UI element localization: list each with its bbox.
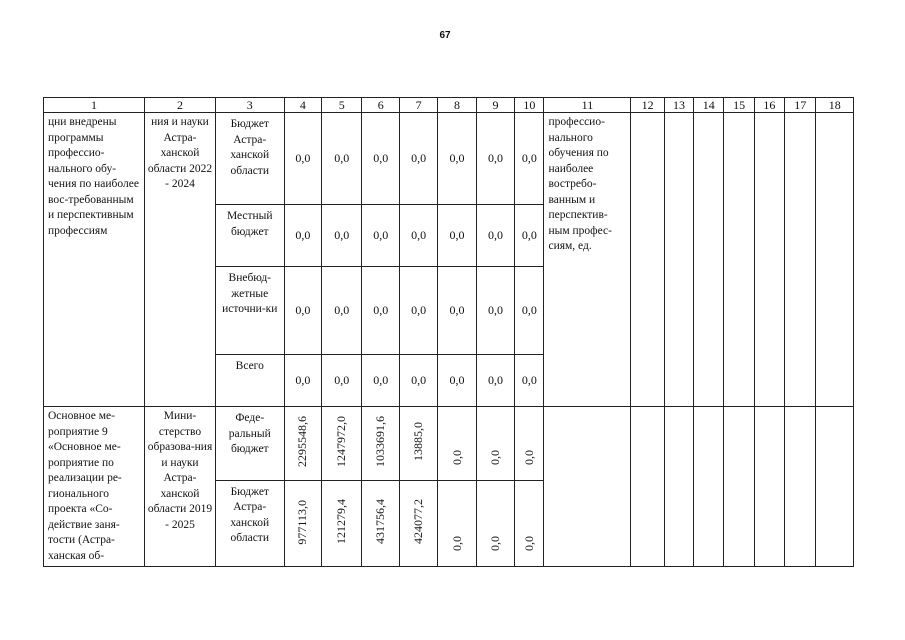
header-cell: 17	[785, 98, 816, 113]
value-cell	[362, 480, 399, 566]
empty-cell	[544, 407, 631, 567]
value-cell	[284, 407, 321, 481]
table-row	[44, 407, 854, 481]
value-text: 1033691,6	[373, 416, 388, 468]
funding-source: Местный бюджет	[215, 205, 284, 267]
value-cell	[362, 407, 399, 481]
value-text: 0,0	[521, 536, 536, 551]
value-text: 431756,4	[373, 499, 388, 545]
value-cell: 0,0	[399, 113, 437, 205]
value-cell	[438, 480, 476, 566]
value-cell: 0,0	[438, 355, 476, 407]
value-cell	[399, 480, 437, 566]
value-cell: 0,0	[476, 267, 514, 355]
value-text: 1247972,0	[334, 416, 349, 468]
table-row	[44, 113, 854, 205]
header-cell: 3	[215, 98, 284, 113]
value-cell: 0,0	[362, 355, 399, 407]
page-number: 67	[439, 30, 451, 41]
empty-cell	[754, 407, 784, 567]
value-cell: 0,0	[399, 267, 437, 355]
value-cell: 0,0	[515, 267, 544, 355]
empty-cell	[631, 113, 664, 407]
header-cell: 14	[694, 98, 724, 113]
empty-cell	[724, 407, 754, 567]
funding-source: Внебюд-жетные источни-ки	[215, 267, 284, 355]
empty-cell	[785, 407, 816, 567]
value-cell: 0,0	[476, 205, 514, 267]
funding-source: Всего	[215, 355, 284, 407]
header-cell: 4	[284, 98, 321, 113]
header-row	[44, 98, 854, 113]
funding-table	[43, 97, 854, 567]
value-text: 0,0	[449, 449, 464, 465]
event-description: Основное ме-роприятие 9 «Основное ме-роприятие по реализации ре-гионального проекта «Со-действие заня-тости (Астра-ханская об-	[44, 407, 145, 567]
header-cell: 7	[399, 98, 437, 113]
value-cell: 0,0	[362, 205, 399, 267]
value-cell	[476, 407, 514, 481]
header-cell: 9	[476, 98, 514, 113]
header-cell: 18	[816, 98, 854, 113]
empty-cell	[724, 113, 754, 407]
header-cell: 5	[322, 98, 362, 113]
value-cell	[399, 407, 437, 481]
header-cell: 1	[44, 98, 145, 113]
empty-cell	[631, 407, 664, 567]
value-cell: 0,0	[438, 113, 476, 205]
responsible-executor: ния и науки Астра-ханской области 2022 - 2024	[145, 113, 216, 407]
value-cell: 0,0	[362, 267, 399, 355]
empty-cell	[694, 407, 724, 567]
empty-cell	[664, 113, 693, 407]
value-cell: 0,0	[399, 205, 437, 267]
value-text: 0,0	[487, 449, 502, 465]
empty-cell	[816, 113, 854, 407]
value-cell	[438, 407, 476, 481]
header-cell: 11	[544, 98, 631, 113]
value-text: 2295548,6	[295, 416, 310, 468]
value-cell: 0,0	[284, 355, 321, 407]
value-cell: 0,0	[476, 113, 514, 205]
value-text: 13885,0	[411, 422, 426, 462]
header-cell: 12	[631, 98, 664, 113]
empty-cell	[694, 113, 724, 407]
value-cell: 0,0	[284, 267, 321, 355]
value-cell: 0,0	[438, 267, 476, 355]
value-cell: 0,0	[362, 113, 399, 205]
funding-source: Бюджет Астра-ханской области	[215, 480, 284, 566]
value-cell	[322, 480, 362, 566]
value-cell	[476, 480, 514, 566]
value-cell	[284, 480, 321, 566]
value-cell: 0,0	[322, 113, 362, 205]
header-cell: 2	[145, 98, 216, 113]
empty-cell	[754, 113, 784, 407]
header-cell: 16	[754, 98, 784, 113]
funding-source: Бюджет Астра-ханской области	[215, 113, 284, 205]
value-cell: 0,0	[515, 355, 544, 407]
header-cell: 6	[362, 98, 399, 113]
value-cell: 0,0	[438, 205, 476, 267]
value-cell: 0,0	[399, 355, 437, 407]
header-cell: 10	[515, 98, 544, 113]
value-text: 0,0	[521, 449, 536, 465]
value-cell: 0,0	[515, 205, 544, 267]
value-text: 121279,4	[334, 499, 349, 545]
header-cell: 15	[724, 98, 754, 113]
value-cell: 0,0	[284, 113, 321, 205]
indicator-description: профессио-нального обучения по наиболее востребо-ванным и перспектив-ным профес-сиям, ед.	[544, 113, 631, 407]
event-description: цни внедрены программы профессио-нального обу-чения по наиболее вос-требованным и перспективным профессиям	[44, 113, 145, 407]
empty-cell	[785, 113, 816, 407]
value-text: 0,0	[487, 536, 502, 551]
empty-cell	[664, 407, 693, 567]
responsible-executor: Мини-стерство образова-ния и науки Астра-ханской области 2019 - 2025	[145, 407, 216, 567]
value-text: 977113,0	[295, 499, 310, 545]
header-cell: 13	[664, 98, 693, 113]
value-cell	[322, 407, 362, 481]
value-cell: 0,0	[515, 113, 544, 205]
value-cell: 0,0	[284, 205, 321, 267]
value-cell: 0,0	[322, 205, 362, 267]
funding-source: Феде-ральный бюджет	[215, 407, 284, 481]
value-cell: 0,0	[322, 267, 362, 355]
value-cell	[515, 480, 544, 566]
value-cell: 0,0	[476, 355, 514, 407]
value-text: 424077,2	[411, 499, 426, 545]
value-cell: 0,0	[322, 355, 362, 407]
value-text: 0,0	[449, 536, 464, 551]
value-cell	[515, 407, 544, 481]
empty-cell	[816, 407, 854, 567]
header-cell: 8	[438, 98, 476, 113]
